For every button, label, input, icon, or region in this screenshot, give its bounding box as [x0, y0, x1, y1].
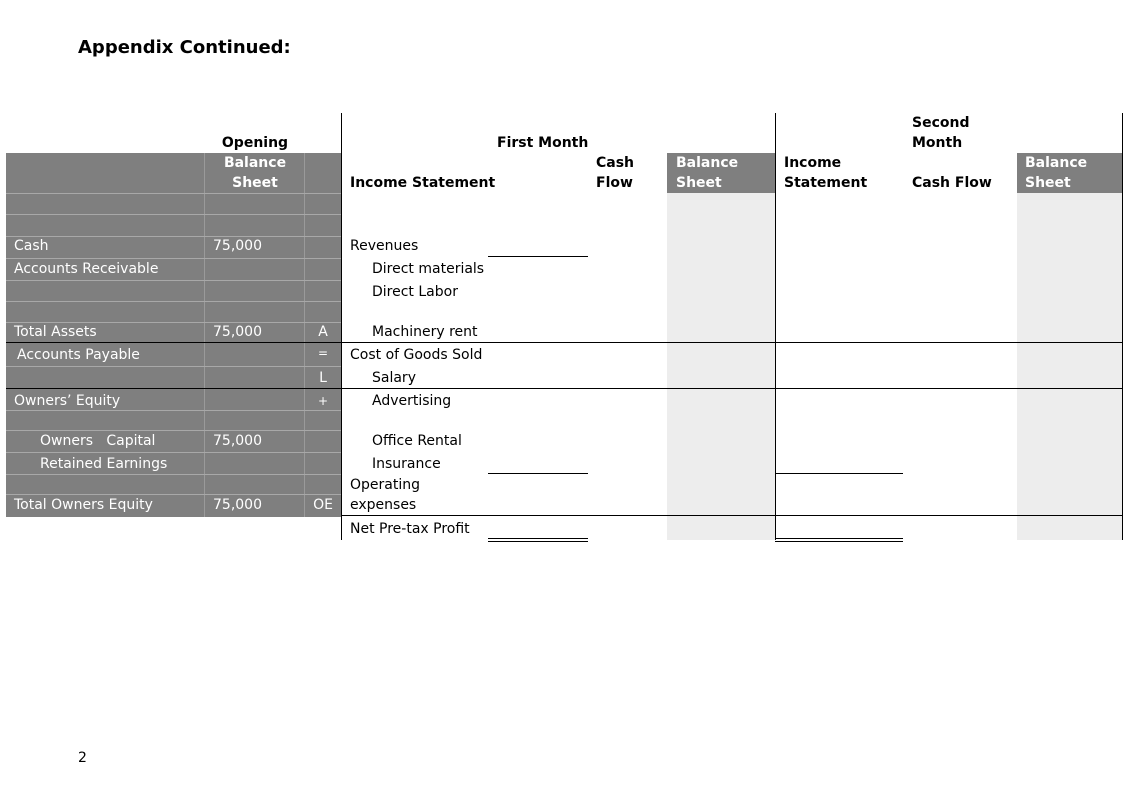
page-title: Appendix Continued: [78, 37, 291, 58]
first-month-cash-flow-header-line2: Flow [596, 175, 633, 191]
row-label-owners-equity: Owners’ Equity [14, 393, 121, 409]
marker-equals: = [317, 346, 329, 360]
second-month-cash-flow-header: Cash Flow [912, 175, 992, 191]
marker-l: L [319, 370, 327, 386]
item-operating: Operating [350, 477, 420, 493]
item-advertising: Advertising [372, 393, 452, 409]
marker-a: A [318, 324, 328, 340]
item-insurance: Insurance [372, 456, 441, 472]
first-month-income-statement-header: Income Statement [350, 175, 496, 191]
second-month-income-header-line1: Income [784, 155, 842, 171]
row-label-total-assets: Total Assets [14, 324, 97, 340]
row-value-total-owners-equity: 75,000 [213, 497, 262, 513]
marker-plus: + [317, 394, 329, 408]
row-value-owners-capital: 75,000 [213, 433, 262, 449]
item-direct-materials: Direct materials [372, 261, 485, 277]
row-label-retained-earnings: Retained Earnings [40, 456, 168, 472]
first-month-balance-header-line2: Sheet [676, 175, 722, 191]
item-revenues: Revenues [350, 238, 419, 254]
first-month-title: First Month [497, 135, 589, 151]
row-value-total-assets: 75,000 [213, 324, 262, 340]
row-value-cash: 75,000 [213, 238, 262, 254]
item-direct-labor: Direct Labor [372, 284, 458, 300]
item-salary: Salary [372, 370, 416, 386]
row-label-cash: Cash [14, 238, 49, 254]
first-month-cash-flow-header-line1: Cash [596, 155, 635, 171]
item-machinery-rent: Machinery rent [372, 324, 478, 340]
row-label-accounts-payable: Accounts Payable [17, 347, 140, 363]
item-office-rental: Office Rental [372, 433, 462, 449]
item-cost-of-goods-sold: Cost of Goods Sold [350, 347, 483, 363]
opening-header-line2: Balance [223, 155, 287, 171]
second-month-income-header-line2: Statement [784, 175, 868, 191]
page-number: 2 [78, 750, 87, 766]
second-month-balance-header-line1: Balance [1025, 155, 1088, 171]
second-month-balance-header-line2: Sheet [1025, 175, 1071, 191]
second-month-title-line1: Second [912, 115, 970, 131]
opening-header-line3: Sheet [232, 175, 278, 191]
item-expenses: expenses [350, 497, 417, 513]
row-label-owners-capital: Owners Capital [40, 433, 156, 449]
second-month-title-line2: Month [912, 135, 963, 151]
opening-header-line1: Opening [221, 135, 289, 151]
row-label-accounts-receivable: Accounts Receivable [14, 261, 159, 277]
first-month-balance-column [667, 193, 775, 540]
item-net-pretax-profit: Net Pre-tax Profit [350, 521, 470, 537]
second-month-balance-column [1017, 193, 1122, 540]
first-month-balance-header-line1: Balance [676, 155, 739, 171]
marker-oe: OE [313, 497, 333, 513]
row-label-total-owners-equity: Total Owners Equity [14, 497, 153, 513]
